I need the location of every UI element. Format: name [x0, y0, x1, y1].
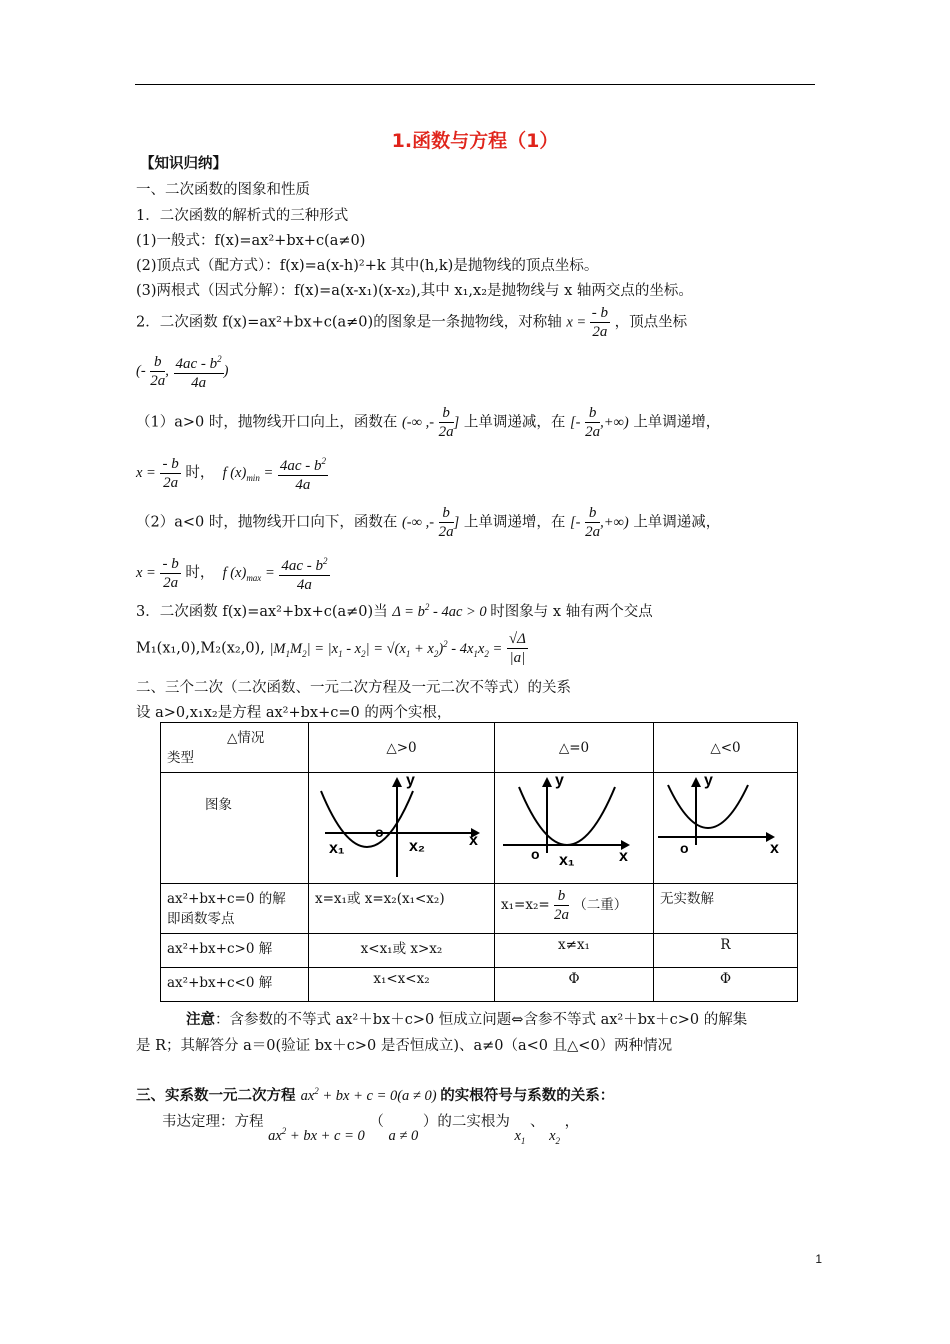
graph-zero [495, 773, 654, 884]
col-delta-zero: △=0 [495, 723, 654, 773]
origin-label: o [680, 840, 689, 856]
col-delta-neg: △<0 [654, 723, 798, 773]
x-label: x [770, 840, 779, 857]
y-arrow [691, 777, 701, 787]
lt-pos: x₁<x<x₂ [309, 968, 495, 1002]
p2-lead: 2．二次函数 f(x)=ax²+bx+c(a≠0)的图象是一条抛物线，对称轴 [136, 314, 562, 331]
y-label: y [704, 773, 713, 789]
vieta-b: （ [369, 1114, 384, 1130]
p3-tail: 时图象与 x 轴有两个交点 [490, 604, 653, 620]
vertex-coordinate: (- $\frac{b}{2a}$ , $\frac{4ac - b^2}{4a}$ ) [136, 350, 229, 392]
parabola-no-root [654, 773, 794, 879]
form-roots: (3)两根式（因式分解）：f(x)=a(x-x₁)(x-x₂),其中 x₁,x₂是抛物线与 x 轴两交点的坐标。 [136, 283, 693, 299]
vieta-a: 韦达定理：方程 [162, 1114, 264, 1130]
p2-mid: ，顶点坐标 [614, 314, 688, 331]
case-2-line: （2）a<0 时，抛物线开口向下，函数在 (-∞ ,- $\frac{b}{2a}$ ] 上单调递增，在 [- $\frac{b}{2a}$ ,+∞) 上单调递减， [136, 505, 721, 540]
case-1-min: x = $\frac{- b}{2a}$ 时， f $(x)_{min}$ = $\frac{4ac - b^2}{4a}$ [136, 452, 328, 494]
graph-neg [654, 773, 798, 884]
row-gt-label: ax²+bx+c>0 解 [161, 934, 309, 968]
case-1-line: （1）a>0 时，抛物线开口向上，函数在 (-∞ ,- $\frac{b}{2a}$ ] 上单调递减，在 [- $\frac{b}{2a}$ ,+∞) 上单调递增， [136, 405, 721, 440]
case2-text-a: （2）a<0 时，抛物线开口向下，函数在 [136, 514, 398, 531]
y-label: y [555, 773, 564, 789]
knowledge-heading: 【知识归纳】 [140, 156, 227, 172]
gt-neg: R [654, 934, 798, 968]
axis-formula: x = [566, 314, 590, 331]
note-line-1 [186, 1008, 747, 1029]
case2-text-b: 上单调递增，在 [463, 514, 566, 531]
paragraph-2 [136, 304, 687, 341]
corner-cell [161, 723, 309, 773]
row-eq-line-1: ax²+bx+c=0 的解 [167, 891, 286, 907]
x1-label: x₁ [329, 840, 345, 857]
parabola-curve [668, 785, 748, 828]
form-general: (1)一般式：f(x)=ax²+bx+c(a≠0) [136, 233, 366, 249]
section-1-heading: 一、二次函数的图象和性质 [136, 182, 310, 198]
origin-label: o [531, 846, 540, 862]
origin-label: o [375, 824, 384, 840]
lt-neg: Φ [654, 968, 798, 1002]
row-graph-label: 图象 [161, 773, 309, 884]
section-2-heading: 二、三个二次（二次函数、一元二次方程及一元二次不等式）的关系 [136, 680, 571, 696]
page-title: 1.函数与方程（1） [391, 130, 559, 152]
x-label: x [469, 832, 478, 849]
col-delta-pos: △>0 [309, 723, 495, 773]
x2-label: x₂ [409, 838, 426, 855]
axis-fraction: $\frac{- b}{2a}$ [591, 305, 609, 340]
corner-bottom: 类型 [167, 750, 194, 766]
s3-text-a: 三、实系数一元二次方程 [136, 1088, 296, 1104]
case1-text-c: 上单调递增， [633, 414, 721, 431]
x-label: x [619, 848, 628, 865]
header-rule [135, 84, 815, 85]
case1-text-b: 上单调递减，在 [463, 414, 566, 431]
gt-pos: x<x₁或 x>x₂ [309, 934, 495, 968]
row-eq-line-2: 即函数零点 [167, 911, 235, 927]
note-label: 注意 [186, 1012, 215, 1028]
parabola-two-roots [309, 773, 482, 879]
paragraph-3: 3．二次函数 f(x)=ax²+bx+c(a≠0)当 $\Delta = b^2 - 4ac > 0$ 时图象与 x 轴有两个交点 [136, 602, 653, 620]
y-arrow [542, 777, 552, 787]
relations-table [160, 722, 798, 1002]
case1-text-a: （1）a>0 时，抛物线开口向上，函数在 [136, 414, 398, 431]
parabola-curve [519, 787, 615, 845]
row-lt-label: ax²+bx+c<0 解 [161, 968, 309, 1002]
graph-pos [309, 773, 495, 884]
p3-lead: 3．二次函数 f(x)=ax²+bx+c(a≠0)当 [136, 604, 388, 620]
x1-label: x₁ [559, 852, 575, 869]
note-line-2: 是 R；其解答分 a＝0(验证 bx＋c>0 是否恒成立)、a≠0（a<0 且△<0）两种情况 [136, 1038, 673, 1054]
eq-zero-pre: x₁=x₂= [501, 897, 550, 913]
case2-when: 时， [185, 565, 215, 581]
note-text-1: ：含参数的不等式 ax²＋bx＋c>0 恒成立问题⇔含参不等式 ax²＋bx＋c>0 的解集 [215, 1012, 748, 1028]
eq-pos: x=x₁或 x=x₂(x₁<x₂) [309, 884, 495, 934]
case1-when: 时， [185, 465, 215, 481]
vieta-line: 韦达定理：方程 $ax^2$ + bx + c = 0 （ a ≠ 0 ）的二实根为 $x_1$ 、 $x_2$ ， [162, 1114, 580, 1146]
section-2-lead: 设 a>0,x₁x₂是方程 ax²+bx+c=0 的两个实根， [136, 705, 452, 721]
distance-formula: M₁(x₁,0),M₂(x₂,0), $|M_1M_2| = |x_1 - x_2| = √(x_1 + x_2)^2 - 4x_1x_2$ = $\frac{√\Delta}{|a|}$ [136, 631, 526, 666]
s3-text-b: 的实根符号与系数的关系： [440, 1088, 615, 1104]
vieta-c: ）的二实根为 [422, 1114, 510, 1130]
eq-zero-post: （二重） [573, 897, 628, 913]
case-2-max: x = $\frac{- b}{2a}$ 时， f $(x)_{max}$ = $\frac{4ac - b^2}{4a}$ [136, 552, 330, 594]
corner-top: △情况 [227, 730, 265, 746]
section-3-heading: 三、实系数一元二次方程 $ax^2$ + bx + c = 0(a ≠ 0) 的实根符号与系数的关系： [136, 1086, 615, 1104]
row-eq-label [161, 884, 309, 934]
y-label: y [406, 773, 415, 789]
case2-text-c: 上单调递减， [633, 514, 721, 531]
page-number: 1 [815, 1252, 822, 1266]
gt-zero: x≠x₁ [495, 934, 654, 968]
eq-neg: 无实数解 [654, 884, 798, 934]
p3-points: M₁(x₁,0),M₂(x₂,0), [136, 640, 265, 657]
form-vertex: (2)顶点式（配方式）：f(x)=a(x-h)²+k 其中(h,k)是抛物线的顶点坐标。 [136, 258, 599, 274]
y-arrow [392, 777, 402, 787]
eq-zero: x₁=x₂= $\frac{b}{2a}$ （二重） [495, 884, 654, 934]
lt-zero: Φ [495, 968, 654, 1002]
parabola-one-root [495, 773, 641, 879]
vieta-d: 、 [529, 1114, 545, 1130]
subsection-1-1: 1．二次函数的解析式的三种形式 [136, 208, 349, 224]
parabola-curve [321, 791, 413, 847]
vieta-e: ， [564, 1114, 580, 1130]
